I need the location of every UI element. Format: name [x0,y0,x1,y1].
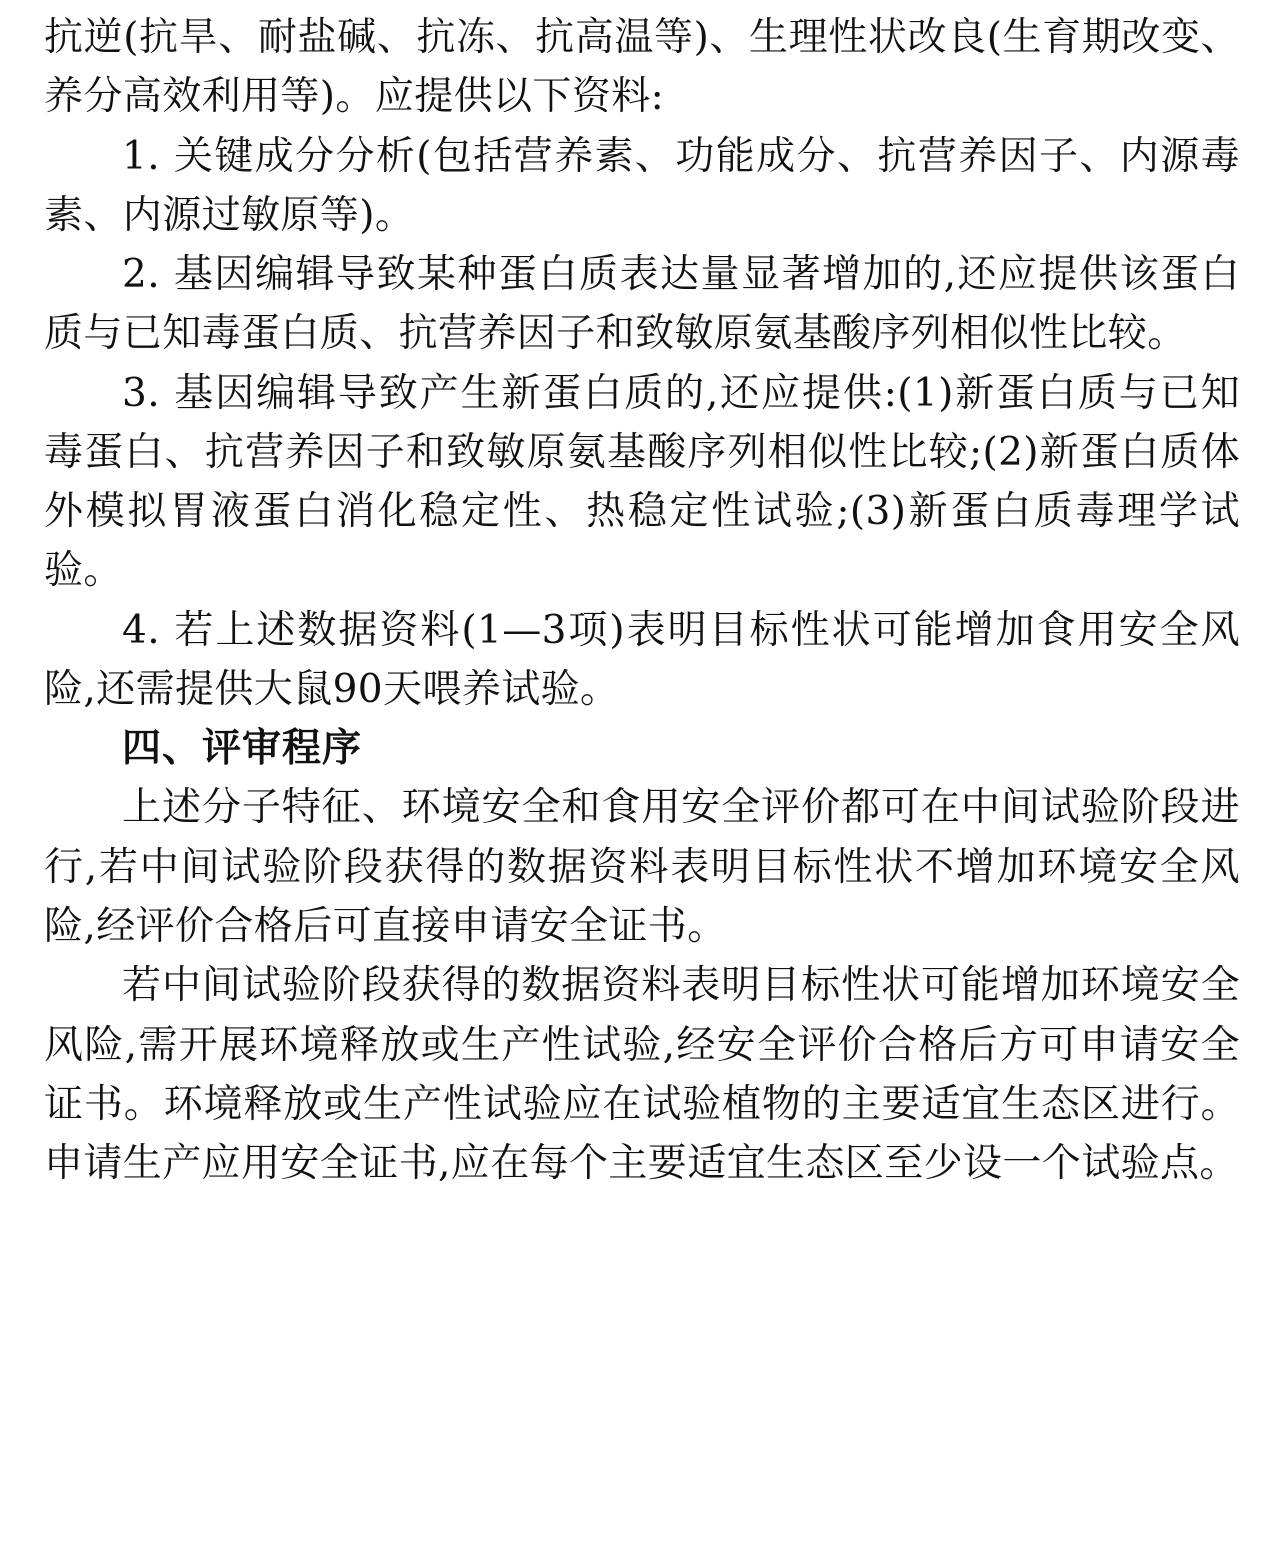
document-body [44,8,1240,1193]
paragraph-item-1: 1. 关键成分分析(包括营养素、功能成分、抗营养因子、内源毒素、内源过敏原等)。 [44,133,1240,238]
section-heading-review-procedure: 四、评审程序 [122,725,363,772]
paragraph-item-4: 4. 若上述数据资料(1—3项)表明目标性状可能增加食用安全风险,还需提供大鼠90天喂养试验。 [44,607,1240,712]
paragraph-review-1: 上述分子特征、环境安全和食用安全评价都可在中间试验阶段进行,若中间试验阶段获得的数据资料表明目标性状不增加环境安全风险,经评价合格后可直接申请安全证书。 [44,785,1240,949]
paragraph-item-3: 3. 基因编辑导致产生新蛋白质的,还应提供:(1)新蛋白质与已知毒蛋白、抗营养因子和致敏原氨基酸序列相似性比较;(2)新蛋白质体外模拟胃液蛋白消化稳定性、热稳定性试验;(3)新蛋白质毒理学试验。 [44,370,1240,594]
paragraph-review-2: 若中间试验阶段获得的数据资料表明目标性状可能增加环境安全风险,需开展环境释放或生产性试验,经安全评价合格后方可申请安全证书。环境释放或生产性试验应在试验植物的主要适宜生态区进行。申请生产应用安全证书,应在每个主要适宜生态区至少设一个试验点。 [44,963,1240,1187]
paragraph-continuation-traits: 抗逆(抗旱、耐盐碱、抗冻、抗高温等)、生理性状改良(生育期改变、养分高效利用等)。应提供以下资料: [44,15,1240,120]
paragraph-item-2: 2. 基因编辑导致某种蛋白质表达量显著增加的,还应提供该蛋白质与已知毒蛋白质、抗营养因子和致敏原氨基酸序列相似性比较。 [44,252,1240,357]
